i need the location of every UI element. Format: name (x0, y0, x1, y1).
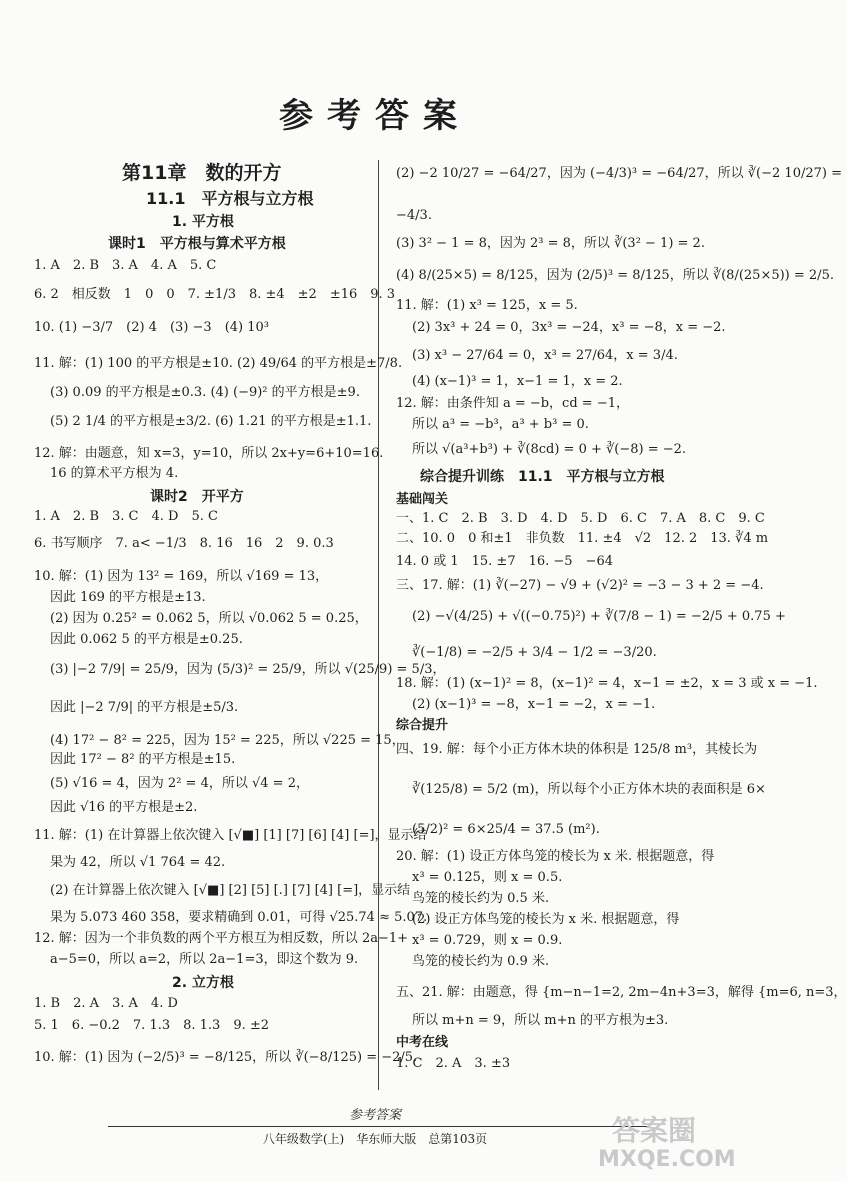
answer-line: (2) (x−1)³ = −8，x−1 = −2，x = −1. (412, 697, 656, 712)
answer-line: 16 的算术平方根为 4. (50, 466, 179, 481)
exam-heading: 中考在线 (396, 1035, 449, 1050)
footer-title: 参考答案 (348, 1108, 401, 1123)
answer-line: 10. (1) −3/7 (2) 4 (3) −3 (4) 10³ (34, 320, 269, 335)
chapter-heading: 第11章 数的开方 (122, 162, 282, 184)
answer-line: 20. 解：(1) 设正方体鸟笼的棱长为 x 米. 根据题意，得 (396, 849, 715, 864)
answer-line: 12. 解：由条件知 a = −b，cd = −1， (396, 396, 629, 411)
answer-line: (3) |−2 7/9| = 25/9，因为 (5/3)² = 25/9，所以 √(25/9) = 5/3， (50, 662, 446, 677)
answer-line: 二、10. 0 0 和±1 非负数 11. ±4 √2 12. 2 13. ∛4 m (396, 531, 769, 546)
answer-line: 12. 解：因为一个非负数的两个平方根互为相反数，所以 2a−1+ (34, 931, 409, 946)
answer-line: 11. 解：(1) x³ = 125，x = 5. (396, 298, 578, 313)
answer-line: 10. 解：(1) 因为 13² = 169，所以 √169 = 13， (34, 569, 329, 584)
answer-line: 果为 5.073 460 358，要求精确到 0.01，可得 √25.74 ≈ 5.07. (50, 910, 428, 925)
answer-line: (4) 8/(25×5) = 8/125，因为 (2/5)³ = 8/125，所以 ∛(8/(25×5)) = 2/5. (396, 268, 834, 283)
answer-line: 鸟笼的棱长约为 0.5 米. (412, 891, 550, 906)
lesson-heading: 课时1 平方根与算术平方根 (108, 236, 286, 252)
answer-line: 10. 解：(1) 因为 (−2/5)³ = −8/125，所以 ∛(−8/125) = −2/5. (34, 1050, 418, 1065)
answer-line: 因此 |−2 7/9| 的平方根是±5/3. (50, 700, 239, 715)
answer-line: 三、17. 解：(1) ∛(−27) − √9 + (√2)² = −3 − 3 + 2 = −4. (396, 578, 764, 593)
answer-line: 6. 书写顺序 7. a< −1/3 8. 16 16 2 9. 0.3 (34, 536, 334, 551)
answer-line: 12. 解：由题意，知 x=3，y=10，所以 2x+y=6+10=16. (34, 446, 384, 461)
answer-line: 因此 0.062 5 的平方根是±0.25. (50, 632, 243, 647)
answer-line: 所以 m+n = 9，所以 m+n 的平方根为±3. (412, 1013, 669, 1028)
answer-line: (2) 3x³ + 24 = 0，3x³ = −24，x³ = −8，x = −2. (412, 320, 726, 335)
answer-line: (2) −√(4/25) + √((−0.75)²) + ∛(7/8 − 1) = −2/5 + 0.75 + (412, 609, 786, 624)
answer-line: (3) x³ − 27/64 = 0，x³ = 27/64，x = 3/4. (412, 348, 678, 363)
answer-line: 1. A 2. B 3. C 4. D 5. C (34, 509, 218, 524)
watermark-url: MXQE.COM (598, 1147, 736, 1172)
lesson-heading: 课时2 开平方 (150, 489, 244, 505)
answer-line: x³ = 0.125，则 x = 0.5. (412, 870, 563, 885)
answer-line: (2) 设正方体鸟笼的棱长为 x 米. 根据题意，得 (412, 912, 680, 927)
improve-heading: 综合提升 (396, 718, 449, 733)
answer-line: 6. 2 相反数 1 0 0 7. ±1/3 8. ±4 ±2 ±16 9. 3 (34, 287, 396, 302)
watermark-title: 答案圈 (612, 1114, 697, 1147)
answer-line: 果为 42，所以 √1 764 = 42. (50, 855, 226, 870)
answer-line: 因此 √16 的平方根是±2. (50, 800, 198, 815)
footer-info: 八年级数学(上) 华东师大版 总第103页 (262, 1132, 488, 1146)
basic-heading: 基础闯关 (396, 492, 449, 507)
subsection-heading: 1. 平方根 (172, 214, 234, 230)
answer-line: 所以 √(a³+b³) + ∛(8cd) = 0 + ∛(−8) = −2. (412, 442, 687, 457)
subsection-heading: 2. 立方根 (172, 975, 234, 991)
footer-divider (108, 1126, 648, 1127)
answer-line: (2) 因为 0.25² = 0.062 5，所以 √0.062 5 = 0.25， (50, 611, 368, 626)
answer-line: (2) 在计算器上依次键入 [√■] [2] [5] [.] [7] [4] [=]，显示结 (50, 883, 411, 898)
watermark-logo (594, 1109, 744, 1177)
review-heading: 综合提升训练 11.1 平方根与立方根 (420, 469, 665, 485)
answer-line: −4/3. (396, 208, 432, 223)
answer-line: (2) −2 10/27 = −64/27，因为 (−4/3)³ = −64/27，所以 ∛(−2 10/27) = (396, 166, 842, 181)
section-heading: 11.1 平方根与立方根 (146, 189, 314, 208)
answer-line: (3) 3² − 1 = 8，因为 2³ = 8，所以 ∛(3² − 1) = 2. (396, 236, 705, 251)
answer-line: 五、21. 解：由题意，得 {m−n−1=2, 2m−4n+3=3，解得 {m=6, n=3， (396, 985, 847, 1000)
answer-line: 1. B 2. A 3. A 4. D (34, 996, 178, 1011)
answer-line: (5) 2 1/4 的平方根是±3/2. (6) 1.21 的平方根是±1.1. (50, 414, 372, 429)
answer-line: 四、19. 解：每个小正方体木块的体积是 125/8 m³，其棱长为 (396, 742, 758, 757)
answer-line: 18. 解：(1) (x−1)² = 8，(x−1)² = 4，x−1 = ±2，x = 3 或 x = −1. (396, 676, 818, 691)
answer-line: 一、1. C 2. B 3. D 4. D 5. D 6. C 7. A 8. C 9. C (396, 511, 765, 526)
answer-line: ∛(−1/8) = −2/5 + 3/4 − 1/2 = −3/20. (412, 645, 657, 660)
answer-line: (4) (x−1)³ = 1，x−1 = 1，x = 2. (412, 374, 623, 389)
answer-line: ∛(125/8) = 5/2 (m)，所以每个小正方体木块的表面积是 6× (412, 782, 766, 797)
answer-line: 鸟笼的棱长约为 0.9 米. (412, 954, 550, 969)
answer-line: 11. 解：(1) 100 的平方根是±10. (2) 49/64 的平方根是±7/8. (34, 356, 403, 371)
answer-line: 1. C 2. A 3. ±3 (396, 1056, 511, 1071)
answer-line: 因此 17² − 8² 的平方根是±15. (50, 752, 236, 767)
answer-line: 14. 0 或 1 15. ±7 16. −5 −64 (396, 554, 613, 569)
answer-line: 因此 169 的平方根是±13. (50, 590, 206, 605)
answer-line: 1. A 2. B 3. A 4. A 5. C (34, 258, 217, 273)
answer-line: 所以 a³ = −b³，a³ + b³ = 0. (412, 417, 589, 432)
answer-line: (3) 0.09 的平方根是±0.3. (4) (−9)² 的平方根是±9. (50, 385, 360, 400)
page-title: 参考答案 (279, 96, 471, 136)
answer-line: (5) √16 = 4，因为 2² = 4，所以 √4 = 2， (50, 776, 309, 791)
answer-line: 11. 解：(1) 在计算器上依次键入 [√■] [1] [7] [6] [4] [=]，显示结 (34, 828, 427, 843)
answer-line: a−5=0，所以 a=2，所以 2a−1=3，即这个数为 9. (50, 952, 359, 967)
answer-line: (4) 17² − 8² = 225，因为 15² = 225，所以 √225 = 15， (50, 733, 405, 748)
answer-line: 5. 1 6. −0.2 7. 1.3 8. 1.3 9. ±2 (34, 1018, 270, 1033)
answer-line: x³ = 0.729，则 x = 0.9. (412, 933, 563, 948)
answer-line: (5/2)² = 6×25/4 = 37.5 (m²). (412, 822, 600, 837)
